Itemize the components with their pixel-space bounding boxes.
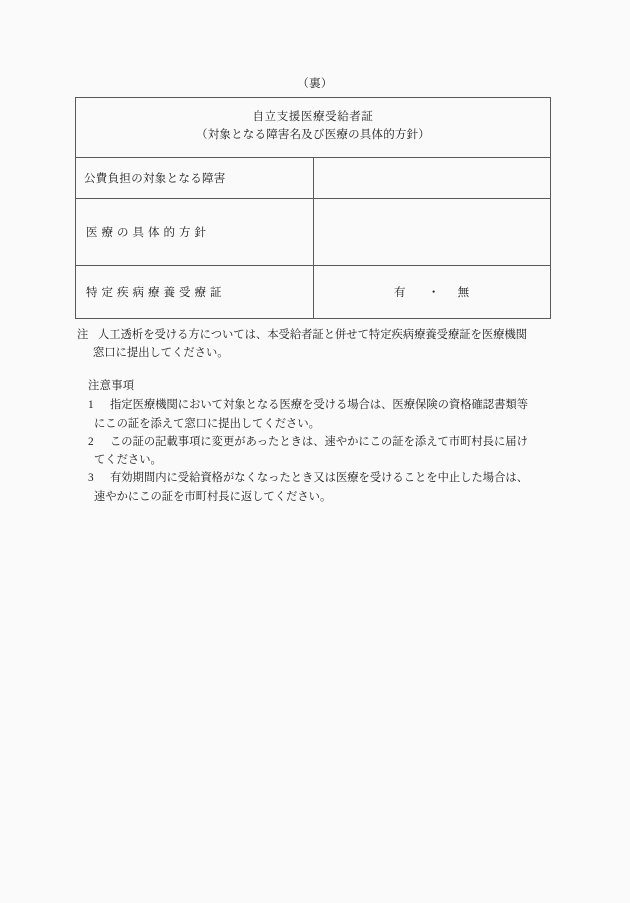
row-label-text: 公費負担の対象となる障害 [84, 173, 226, 185]
certificate-title-cell [76, 98, 551, 158]
caution-line-2: てください。 [94, 454, 162, 467]
caution-item [88, 396, 558, 433]
row-label-text: 医療の具体的方針 [86, 227, 210, 239]
caution-line-1: 指定医療機関において対象となる医療を受ける場合は、医療保険の資格確認書類等 [110, 399, 528, 412]
table-row [76, 199, 551, 266]
caution-number: 1 [88, 399, 94, 412]
note-marker: 注 [77, 329, 89, 341]
row-label-text: 特定疾病療養受療証 [86, 287, 226, 299]
choice-option-no[interactable]: 無 [457, 287, 470, 299]
choice-separator: ・ [427, 287, 440, 299]
caution-line-1: この証の記載事項に変更があったときは、速やかにこの証を添えて市町村長に届け [110, 435, 528, 448]
row-label-specific-disease-certificate [76, 266, 314, 319]
caution-number: 2 [88, 435, 94, 448]
table-row [76, 266, 551, 319]
row-value-treatment-policy[interactable] [313, 199, 551, 266]
caution-number: 3 [88, 472, 94, 485]
caution-line-1: 有効期間内に受給資格がなくなったとき又は医療を受けることを中止した場合は、 [110, 472, 528, 485]
side-caption: （裏） [297, 78, 333, 90]
yes-no-choice [394, 284, 469, 300]
row-label-treatment-policy [76, 199, 314, 266]
row-label-public-expense-disability [76, 158, 314, 199]
note-body [93, 326, 555, 363]
caution-line-2: 速やかにこの証を市町村長に返してください。 [94, 490, 332, 503]
certificate-title-line1: 自立支援医療受給者証 [252, 111, 374, 124]
cautions-section [88, 377, 558, 506]
caution-item [88, 433, 558, 470]
certificate-title-line2: （対象となる障害名及び医療の具体的方針） [196, 129, 430, 141]
caution-item [88, 469, 558, 506]
cautions-title: 注意事項 [88, 380, 135, 392]
certificate-table [75, 97, 551, 319]
table-row [76, 158, 551, 199]
note-line-2: 窓口に提出してください。 [93, 347, 229, 360]
caution-line-2: にこの証を添えて窓口に提出してください。 [94, 417, 320, 430]
row-value-specific-disease-certificate [313, 266, 551, 319]
dialysis-note [77, 326, 555, 363]
choice-option-yes[interactable]: 有 [394, 287, 406, 299]
row-value-public-expense-disability[interactable] [313, 158, 551, 199]
table-header-row [76, 98, 551, 158]
note-line-1: 人工透析を受ける方については、本受給者証と併せて特定疾病療養受療証を医療機関 [98, 329, 528, 341]
